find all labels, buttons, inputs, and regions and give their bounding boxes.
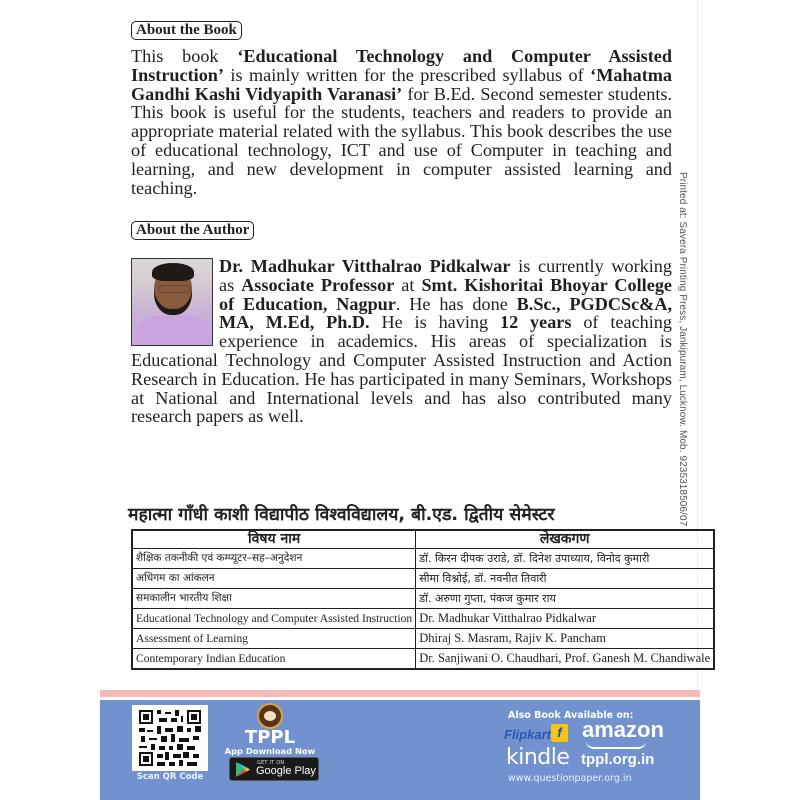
about-book-paragraph bbox=[131, 47, 672, 197]
amazon-logo[interactable]: amazon bbox=[582, 717, 664, 742]
authors-cell: डॉ. अरुणा गुप्ता, पंकज कुमार राय bbox=[416, 589, 714, 609]
subject-cell: Contemporary Indian Education bbox=[132, 649, 416, 670]
tppl-website-link[interactable]: tppl.org.in bbox=[581, 751, 655, 768]
text: is currently working as bbox=[219, 256, 672, 295]
column-header-subject: विषय नाम bbox=[132, 530, 416, 549]
text: is mainly written for the prescribed syllabus of bbox=[223, 64, 591, 85]
subject-cell: अधिगम का आंकलन bbox=[132, 569, 416, 589]
kindle-logo[interactable]: kindle bbox=[506, 745, 570, 770]
table-row bbox=[132, 649, 714, 670]
author-degrees: B.Sc., PGDCSc&A, MA, M.Ed, Ph.D. bbox=[219, 293, 672, 333]
text: of teaching experience in academics. His areas of specialization is Educational Technology and Computer Assisted Instruction and Action Research in Education. He has participated in many Seminars, Workshops at National and International levels and has also contributed many research papers as well. bbox=[131, 312, 672, 427]
table-row bbox=[132, 629, 714, 649]
subject-cell: Assessment of Learning bbox=[132, 629, 416, 649]
about-author-paragraph bbox=[131, 257, 672, 426]
publisher-banner bbox=[100, 700, 700, 800]
authors-cell: Dr. Sanjiwani O. Chaudhari, Prof. Ganesh M. Chandiwale bbox=[416, 649, 714, 670]
text: . He has done bbox=[395, 293, 517, 314]
google-play-badge[interactable] bbox=[229, 757, 319, 781]
text: He is having bbox=[369, 312, 500, 333]
about-author-label: About the Author bbox=[131, 221, 254, 240]
qr-caption: Scan QR Code bbox=[136, 772, 204, 782]
about-book-label: About the Book bbox=[131, 21, 242, 40]
table-row bbox=[132, 569, 714, 589]
author-college: Smt. Kishoritai Bhoyar College of Education, Nagpur bbox=[219, 274, 672, 314]
text: for B.Ed. Second semester students. This book is useful for the students, teachers and readers to provide an appropriate material related with the syllabus. This book describes the use of educational technology, ICT and use of Computer in teaching and learning, and new development in computer assisted learning and teaching. bbox=[131, 83, 673, 198]
author-name: Dr. Madhukar Vitthalrao Pidkalwar bbox=[219, 256, 511, 276]
authors-cell: सीमा विश्नोई, डॉ. नवनीत तिवारी bbox=[416, 569, 714, 589]
questionpaper-website-link[interactable]: www.questionpaper.org.in bbox=[508, 773, 632, 784]
amazon-smile-icon bbox=[586, 741, 646, 749]
google-play-small-text: GET IT ON bbox=[257, 760, 285, 766]
banner-pink-strip bbox=[100, 690, 700, 697]
app-tagline: App Download Now bbox=[224, 746, 316, 756]
table-row bbox=[132, 549, 714, 569]
printer-imprint: Printed at: Savera Printing Press, Jankipuram, Lucknow. Mob. 9235318506/07 bbox=[677, 172, 688, 527]
text: This book bbox=[131, 46, 238, 66]
flipkart-logo[interactable]: Flipkart bbox=[504, 727, 551, 742]
table-row bbox=[132, 609, 714, 629]
subject-cell: Educational Technology and Computer Assisted Instruction bbox=[132, 609, 416, 629]
university-name: ‘Mahatma Gandhi Kashi Vidyapith Varanasi’ bbox=[131, 64, 672, 104]
authors-cell: Dr. Madhukar Vitthalrao Pidkalwar bbox=[416, 609, 714, 629]
app-name: TPPL bbox=[244, 727, 296, 748]
subject-cell: समकालीन भारतीय शिक्षा bbox=[132, 589, 416, 609]
series-heading: महात्मा गाँधी काशी विद्यापीठ विश्वविद्यालय, बी.एड. द्वितीय सेमेस्टर bbox=[128, 505, 555, 525]
qr-code-icon bbox=[139, 710, 201, 766]
table-row bbox=[132, 589, 714, 609]
author-photo bbox=[131, 258, 213, 346]
author-experience: 12 years bbox=[499, 312, 572, 333]
subject-cell: शैक्षिक तकनीकी एवं कम्प्यूटर–सह–अनुदेशन bbox=[132, 549, 416, 569]
authors-cell: Dhiraj S. Masram, Rajiv K. Pancham bbox=[416, 629, 714, 649]
authors-cell: डॉ. किरन दीपक उराडे, डॉ. दिनेश उपाध्याय, विनोद कुमारी bbox=[416, 549, 714, 569]
google-play-text: Google Play bbox=[256, 765, 316, 777]
available-on-title: Also Book Available on: bbox=[508, 710, 634, 721]
text: at bbox=[394, 274, 422, 295]
column-header-authors: लेखकगण bbox=[416, 530, 714, 549]
tppl-logo-icon bbox=[257, 703, 283, 729]
author-designation: Associate Professor bbox=[241, 274, 395, 295]
table-header-row bbox=[132, 530, 714, 549]
series-books-table bbox=[131, 529, 715, 670]
flipkart-bag-icon: f bbox=[551, 724, 568, 742]
book-title: ‘Educational Technology and Computer Assisted Instruction’ bbox=[131, 46, 672, 85]
google-play-icon bbox=[236, 762, 250, 777]
qr-code[interactable] bbox=[132, 705, 208, 771]
